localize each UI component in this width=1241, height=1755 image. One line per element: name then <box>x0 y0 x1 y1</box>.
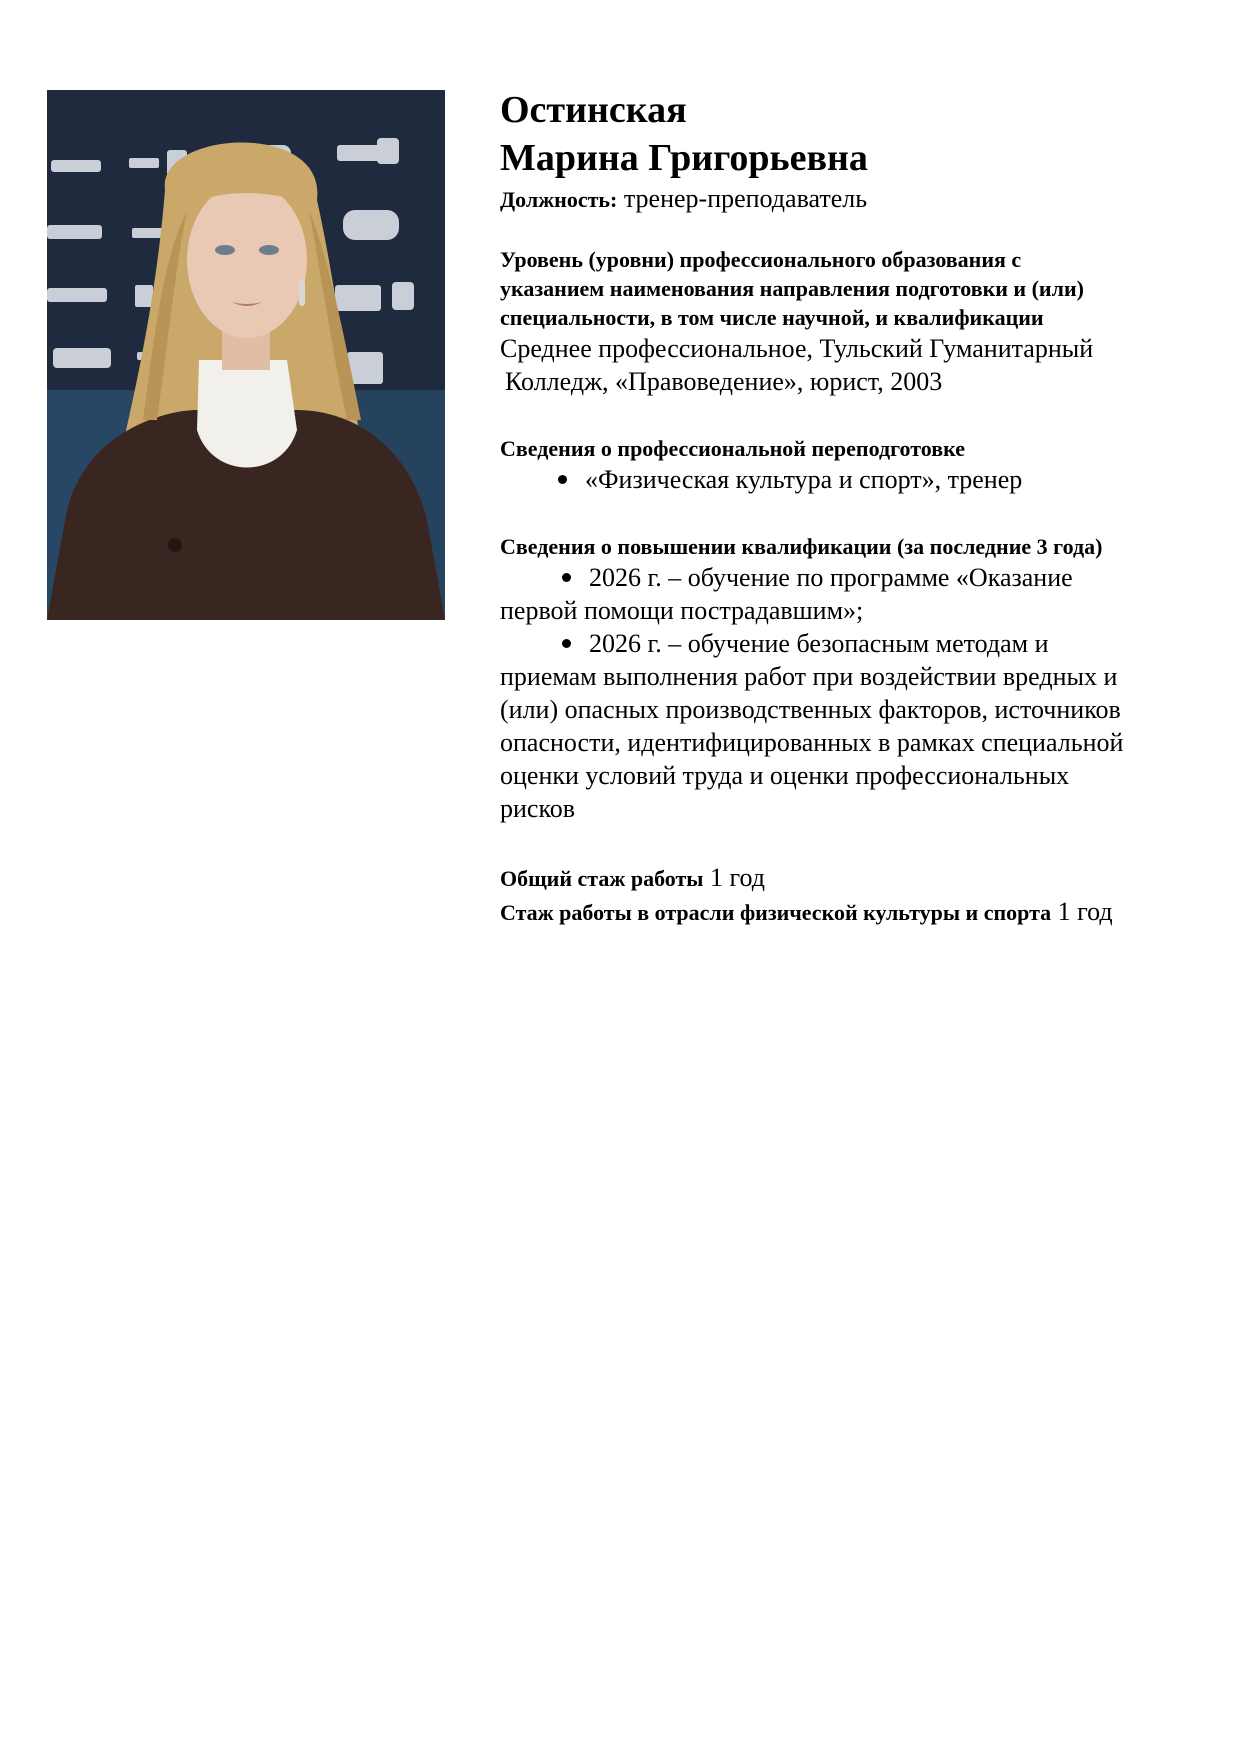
bullet-icon <box>558 475 567 484</box>
education-line: Колледж, «Правоведение», юрист, 2003 <box>505 367 943 396</box>
list-item <box>500 627 1210 825</box>
total-experience-label: Общий стаж работы <box>500 866 704 891</box>
total-experience-value: 1 год <box>709 863 765 892</box>
position-label: Должность: <box>500 187 618 212</box>
portrait-photo <box>47 90 445 620</box>
education-heading-line: Уровень (уровни) профессионального образования с <box>500 247 1022 272</box>
qualification-item-first-line: 2026 г. – обучение безопасным методам и <box>589 629 1049 658</box>
spacer <box>500 216 1210 245</box>
position-value: тренер-преподаватель <box>623 184 868 213</box>
qualification-item-line: приемам выполнения работ при воздействии вредных и <box>500 662 1118 691</box>
qualification-item-line: (или) опасных производственных факторов, источников <box>500 695 1121 724</box>
spacer <box>500 496 1210 532</box>
bullet-icon <box>562 573 571 582</box>
education-line: Среднее профессиональное, Тульский Гуманитарный <box>500 334 1094 363</box>
list-item-first-line <box>500 561 1210 594</box>
sport-experience-row <box>500 895 1210 929</box>
person-given-names: Марина Григорьевна <box>500 137 868 179</box>
qualification-heading: Сведения о повышении квалификации (за последние 3 года) <box>500 534 1103 559</box>
retraining-heading: Сведения о профессиональной переподготовке <box>500 436 965 461</box>
sport-experience-label: Стаж работы в отрасли физической культуры и спорта <box>500 900 1052 925</box>
education-heading-line: указанием наименования направления подготовки и (или) <box>500 276 1084 301</box>
qualification-item-line: оценки условий труда и оценки профессиональных <box>500 761 1070 790</box>
qualification-item-line: первой помощи пострадавшим»; <box>500 596 864 625</box>
list-item <box>500 463 1210 496</box>
profile-card <box>500 86 1210 929</box>
retraining-item: «Физическая культура и спорт», тренер <box>585 465 1023 494</box>
total-experience-row <box>500 861 1210 895</box>
position-row <box>500 182 1210 216</box>
list-item-first-line <box>500 627 1210 660</box>
spacer <box>500 825 1210 861</box>
list-item <box>500 561 1210 627</box>
sport-experience-value: 1 год <box>1057 897 1113 926</box>
portrait-photo-icon <box>47 90 445 620</box>
spacer <box>500 398 1210 434</box>
qualification-item-line: опасности, идентифицированных в рамках специальной <box>500 728 1124 757</box>
qualification-item-first-line: 2026 г. – обучение по программе «Оказание <box>589 563 1073 592</box>
education-heading-line: специальности, в том числе научной, и квалификации <box>500 305 1044 330</box>
qualification-item-line: рисков <box>500 794 576 823</box>
person-surname: Остинская <box>500 89 687 131</box>
education-heading <box>500 245 1210 332</box>
bullet-icon <box>562 639 571 648</box>
